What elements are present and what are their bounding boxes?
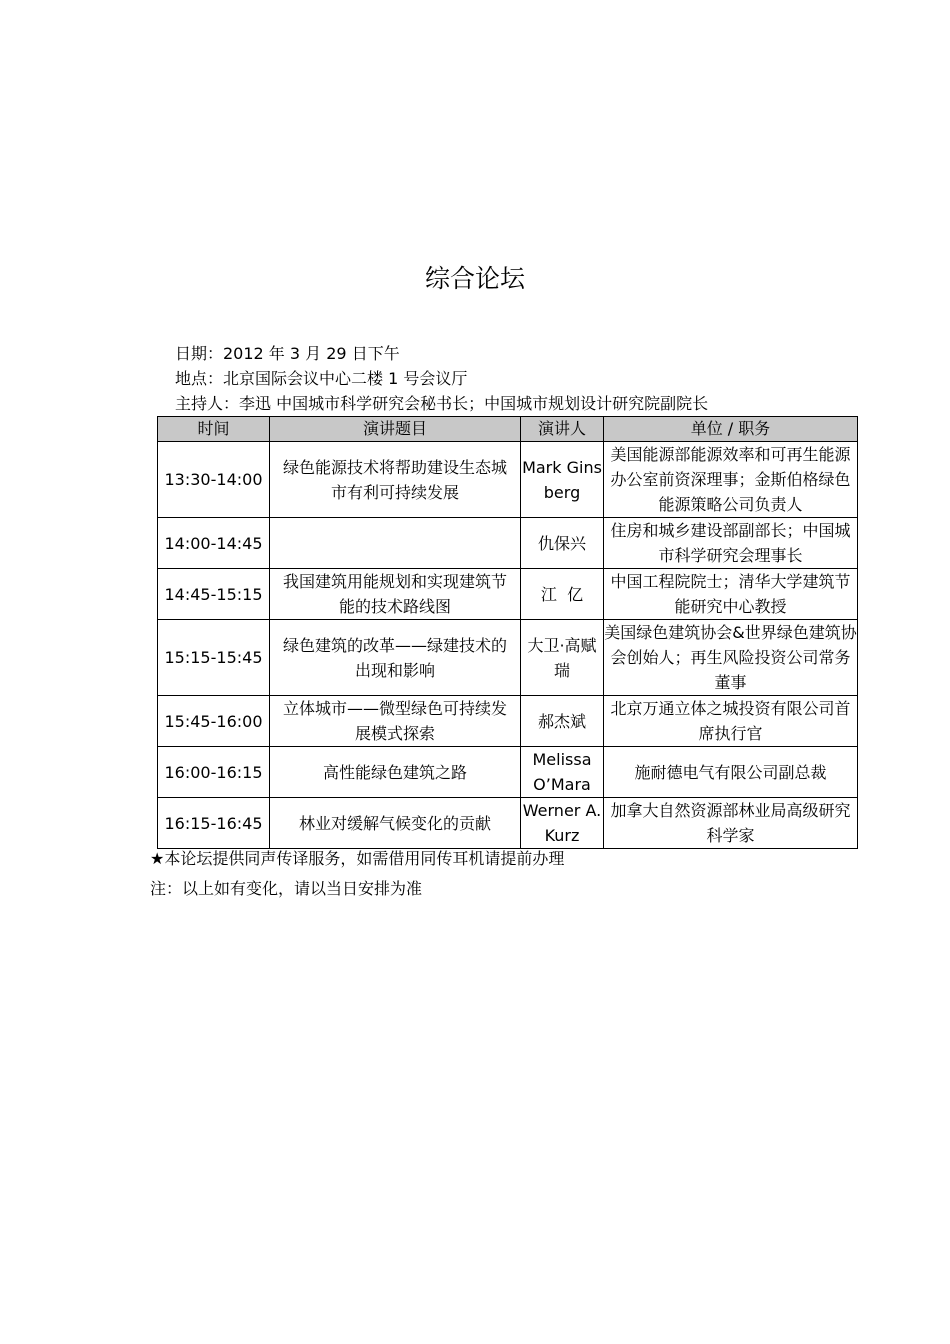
cell-topic (270, 442, 521, 518)
cell-time: 15:45-16:00 (158, 696, 270, 747)
table-row (158, 696, 858, 747)
cell-speaker-text: Mark Ginsberg (522, 457, 602, 502)
cell-topic-text: 我国建筑用能规划和实现建筑节能的技术路线图 (282, 572, 507, 616)
cell-topic-text: 立体城市——微型绿色可持续发展模式探索 (282, 699, 507, 743)
cell-topic (270, 798, 521, 849)
cell-affiliation (604, 696, 858, 747)
event-date: 日期：2012 年 3 月 29 日下午 (175, 344, 400, 363)
cell-affiliation (604, 798, 858, 849)
table-row (158, 569, 858, 620)
cell-affiliation-text: 北京万通立体之城投资有限公司首席执行官 (610, 699, 851, 743)
cell-time: 16:00-16:15 (158, 747, 270, 798)
cell-topic (270, 518, 521, 569)
cell-speaker (521, 442, 604, 518)
schedule-table (157, 416, 858, 849)
page-title: 综合论坛 (424, 263, 525, 293)
cell-speaker-text: 仇保兴 (537, 533, 586, 553)
cell-affiliation (604, 620, 858, 696)
header-affiliation: 单位 / 职务 (604, 417, 858, 442)
cell-speaker (521, 620, 604, 696)
cell-topic (270, 569, 521, 620)
cell-speaker (521, 747, 604, 798)
table-row (158, 747, 858, 798)
header-topic: 演讲题目 (270, 417, 521, 442)
header-speaker: 演讲人 (521, 417, 604, 442)
event-venue: 地点：北京国际会议中心二楼 1 号会议厅 (175, 369, 468, 388)
cell-speaker (521, 696, 604, 747)
cell-time: 13:30-14:00 (158, 442, 270, 518)
table-row (158, 620, 858, 696)
cell-affiliation (604, 442, 858, 518)
cell-affiliation-text: 施耐德电气有限公司副总裁 (634, 762, 827, 782)
cell-affiliation (604, 518, 858, 569)
cell-affiliation (604, 569, 858, 620)
cell-time: 14:00-14:45 (158, 518, 270, 569)
table-row (158, 442, 858, 518)
header-time: 时间 (158, 417, 270, 442)
cell-affiliation-text: 美国绿色建筑协会&世界绿色建筑协会创始人；再生风险投资公司常务董事 (604, 623, 857, 692)
cell-topic (270, 620, 521, 696)
cell-speaker (521, 798, 604, 849)
cell-affiliation-text: 中国工程院院士；清华大学建筑节能研究中心教授 (610, 572, 851, 616)
schedule-change-note: 注：以上如有变化，请以当日安排为准 (150, 879, 423, 898)
cell-time: 16:15-16:45 (158, 798, 270, 849)
cell-topic-text: 绿色建筑的改革——绿建技术的出现和影响 (282, 635, 507, 680)
cell-topic-text: 林业对缓解气候变化的贡献 (298, 813, 491, 833)
cell-topic-text: 绿色能源技术将帮助建设生态城市有利可持续发展 (282, 457, 507, 502)
cell-topic (270, 747, 521, 798)
cell-speaker-text: Werner A. Kurz (522, 801, 602, 845)
table-row (158, 518, 858, 569)
cell-speaker-text: 大卫·高赋瑞 (527, 635, 597, 680)
cell-topic-text: 高性能绿色建筑之路 (322, 762, 467, 782)
cell-speaker (521, 569, 604, 620)
cell-topic (270, 696, 521, 747)
cell-speaker-text: 江 亿 (540, 584, 584, 604)
cell-speaker-text: Melissa O’Mara (532, 750, 592, 794)
translation-service-note: ★本论坛提供同声传译服务，如需借用同传耳机请提前办理 (150, 849, 565, 868)
cell-time: 14:45-15:15 (158, 569, 270, 620)
event-host: 主持人：李迅 中国城市科学研究会秘书长；中国城市规划设计研究院副院长 (175, 394, 709, 413)
cell-time: 15:15-15:45 (158, 620, 270, 696)
cell-affiliation (604, 747, 858, 798)
table-row (158, 798, 858, 849)
cell-speaker-text: 郝杰斌 (537, 711, 586, 731)
cell-affiliation-text: 美国能源部能源效率和可再生能源办公室前资深理事；金斯伯格绿色能源策略公司负责人 (610, 445, 851, 514)
table-header-row (158, 417, 858, 442)
cell-speaker (521, 518, 604, 569)
cell-affiliation-text: 住房和城乡建设部副部长；中国城市科学研究会理事长 (610, 521, 851, 565)
cell-affiliation-text: 加拿大自然资源部林业局高级研究科学家 (610, 801, 851, 845)
